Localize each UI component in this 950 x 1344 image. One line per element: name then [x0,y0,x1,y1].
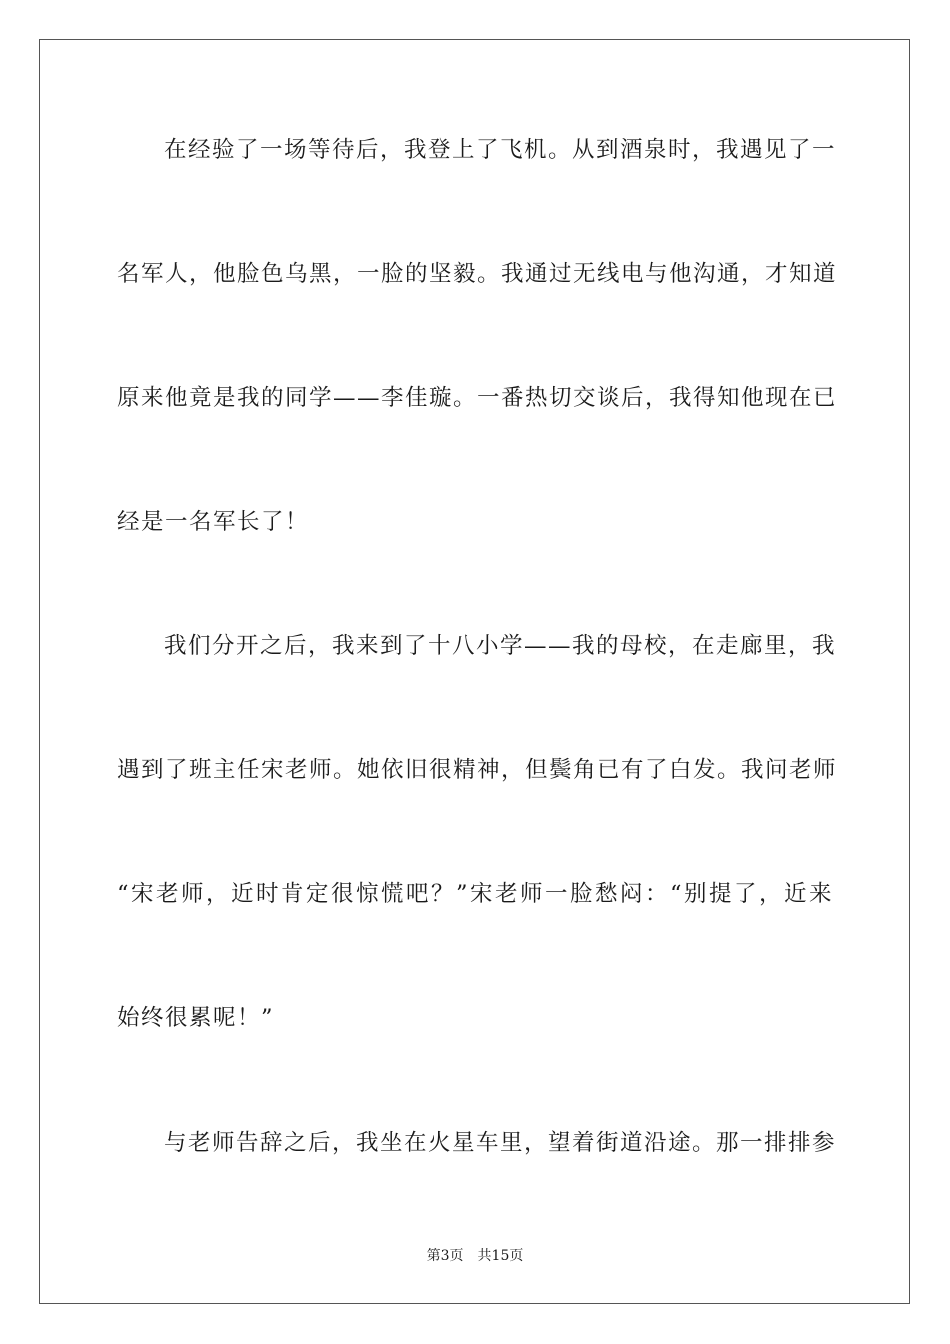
text-line: 与老师告辞之后，我坐在火星车里，望着街道沿途。那一排排参 [164,1130,837,1156]
text-line: 原来他竟是我的同学——李佳璇。一番热切交谈后，我得知他现在已 [117,385,838,411]
page-border [39,39,910,1304]
text-line: “宋老师，近时肯定很惊慌吧？”宋老师一脸愁闷：“别提了，近来 [117,881,833,907]
text-line: 我们分开之后，我来到了十八小学——我的母校，在走廊里，我 [164,633,837,659]
text-line: 经是一名军长了！ [117,509,310,535]
text-line: 名军人，他脸色乌黑，一脸的坚毅。我通过无线电与他沟通，才知道 [117,261,838,287]
page-number-footer: 第3页 共15页 [426,1248,524,1264]
text-line: 始终很累呢！” [117,1005,275,1031]
text-line: 遇到了班主任宋老师。她依旧很精神，但鬓角已有了白发。我问老师 [117,757,838,783]
text-line: 在经验了一场等待后，我登上了飞机。从到酒泉时，我遇见了一 [164,137,837,163]
